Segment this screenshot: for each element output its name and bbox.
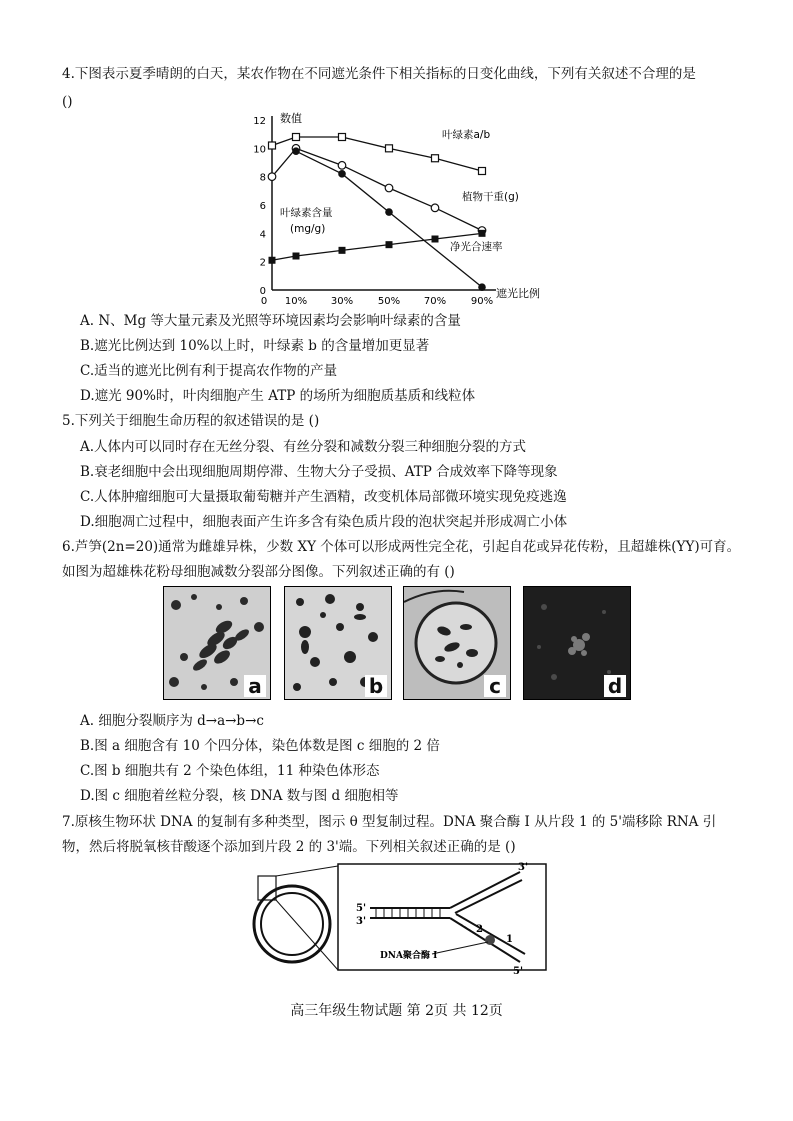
x-tick-label: 90%	[470, 296, 494, 306]
q6-option-a: A. 细胞分裂顺序为 d→a→b→c	[80, 713, 264, 729]
micrograph-d	[523, 586, 631, 700]
data-point	[386, 145, 393, 152]
q7-stem-line1: 7.原核生物环状 DNA 的复制有多种类型，图示 θ 型复制过程。DNA 聚合酶 I 从片段 1 的 5'端移除 RNA 引	[62, 814, 717, 830]
data-point	[479, 230, 486, 237]
shading-chart	[250, 108, 550, 306]
data-point	[385, 184, 393, 192]
y-tick-label: 12	[253, 116, 266, 127]
label-fragment-2: 2	[476, 924, 483, 935]
series-label: (mg/g)	[290, 223, 326, 235]
q4-stem-line2: ()	[62, 94, 73, 110]
x-tick-label: 50%	[377, 296, 401, 306]
q4-stem-line1: 4.下图表示夏季晴朗的白天，某农作物在不同遮光条件下相关指标的日变化曲线，下列有关叙述不合理的是	[62, 66, 696, 82]
y-axis-label: 数值	[280, 112, 302, 125]
y-tick-label: 0	[259, 286, 266, 297]
q4-option-c: C.适当的遮光比例有利于提高农作物的产量	[80, 363, 338, 379]
y-tick-label: 8	[259, 172, 266, 184]
q6-stem-line1: 6.芦笋(2n=20)通常为雌雄异株，少数 XY 个体可以形成两性完全花，引起自花或异花传粉，且超雄株(YY)可育。	[62, 539, 741, 555]
data-point	[339, 247, 346, 254]
micrograph-c	[403, 586, 511, 700]
data-point	[478, 283, 486, 291]
label-3-prime-top: 3'	[518, 862, 529, 873]
data-point	[293, 253, 300, 260]
x-tick-label: 30%	[330, 296, 354, 306]
shading-chart-svg	[250, 108, 550, 306]
data-point	[269, 257, 276, 264]
theta-replication-diagram	[250, 858, 550, 976]
label-3-prime-left: 3'	[356, 916, 367, 927]
theta-replication-svg	[250, 858, 550, 976]
y-tick-label: 10	[253, 144, 266, 156]
q5-option-d: D.细胞凋亡过程中，细胞表面产生许多含有染色质片段的泡状突起并形成凋亡小体	[80, 514, 568, 530]
micrograph-b	[284, 586, 392, 700]
q5-option-a: A.人体内可以同时存在无丝分裂、有丝分裂和减数分裂三种细胞分裂的方式	[80, 439, 527, 455]
dna-polymerase-blob	[485, 935, 495, 945]
q6-option-b: B.图 a 细胞含有 10 个四分体，染色体数是图 c 细胞的 2 倍	[80, 738, 440, 754]
q4-option-a: A. N、Mg 等大量元素及光照等环境因素均会影响叶绿素的含量	[80, 313, 461, 329]
q6-stem-line2: 如图为超雄株花粉母细胞减数分裂部分图像。下列叙述正确的有 ()	[62, 564, 455, 580]
label-5-prime-left: 5'	[356, 903, 367, 914]
label-dna-polymerase: DNA聚合酶 I	[380, 951, 438, 961]
x-axis-label: 遮光比例	[496, 287, 540, 300]
label-fragment-1: 1	[506, 934, 513, 945]
data-point	[386, 241, 393, 248]
panel-label-c: c	[484, 675, 506, 697]
series-line	[296, 151, 482, 287]
circular-dna	[254, 886, 330, 962]
series-label: 植物干重(g)	[462, 191, 519, 203]
panel-label-a: a	[244, 675, 266, 697]
data-point	[293, 134, 300, 141]
y-tick-label: 2	[259, 257, 266, 269]
panel-label-b: b	[365, 675, 387, 697]
q6-option-c: C.图 b 细胞共有 2 个染色体组，11 种染色体形态	[80, 763, 380, 779]
data-point	[268, 173, 276, 181]
y-tick-label: 6	[259, 201, 266, 212]
data-point	[385, 208, 393, 216]
series-line	[272, 137, 482, 171]
y-tick-label: 4	[259, 229, 266, 241]
x-tick-label: 10%	[284, 296, 308, 306]
data-point	[479, 168, 486, 175]
data-point	[338, 162, 346, 170]
series-label: 叶绿素a/b	[442, 129, 491, 141]
x-tick-label: 0	[260, 296, 268, 306]
q4-option-d: D.遮光 90%时，叶肉细胞产生 ATP 的场所为细胞质基质和线粒体	[80, 388, 476, 404]
q5-option-c: C.人体肿瘤细胞可大量摄取葡萄糖并产生酒精，改变机体局部微环境实现免疫逃逸	[80, 489, 567, 505]
q4-option-b: B.遮光比例达到 10%以上时，叶绿素 b 的含量增加更显著	[80, 338, 430, 354]
micrograph-a	[163, 586, 271, 700]
data-point	[432, 236, 439, 243]
q6-option-d: D.图 c 细胞着丝粒分裂，核 DNA 数与图 d 细胞相等	[80, 788, 399, 804]
data-point	[292, 147, 300, 155]
data-point	[432, 155, 439, 162]
panel-label-d: d	[604, 675, 626, 697]
x-tick-label: 70%	[423, 296, 447, 306]
label-5-prime-bottom: 5'	[513, 966, 524, 976]
data-point	[339, 134, 346, 141]
q7-stem-line2: 物，然后将脱氧核苷酸逐个添加到片段 2 的 3'端。下列相关叙述正确的是 ()	[62, 839, 516, 855]
data-point	[269, 142, 276, 149]
q5-option-b: B.衰老细胞中会出现细胞周期停滞、生物大分子受损、ATP 合成效率下降等现象	[80, 464, 558, 480]
series-label: 净光合速率	[450, 241, 503, 253]
data-point	[431, 204, 439, 212]
q5-stem: 5.下列关于细胞生命历程的叙述错误的是 ()	[62, 413, 320, 429]
page-footer: 高三年级生物试题 第 2页 共 12页	[290, 1003, 503, 1019]
series-label: 叶绿素含量	[280, 207, 333, 219]
data-point	[338, 170, 346, 178]
